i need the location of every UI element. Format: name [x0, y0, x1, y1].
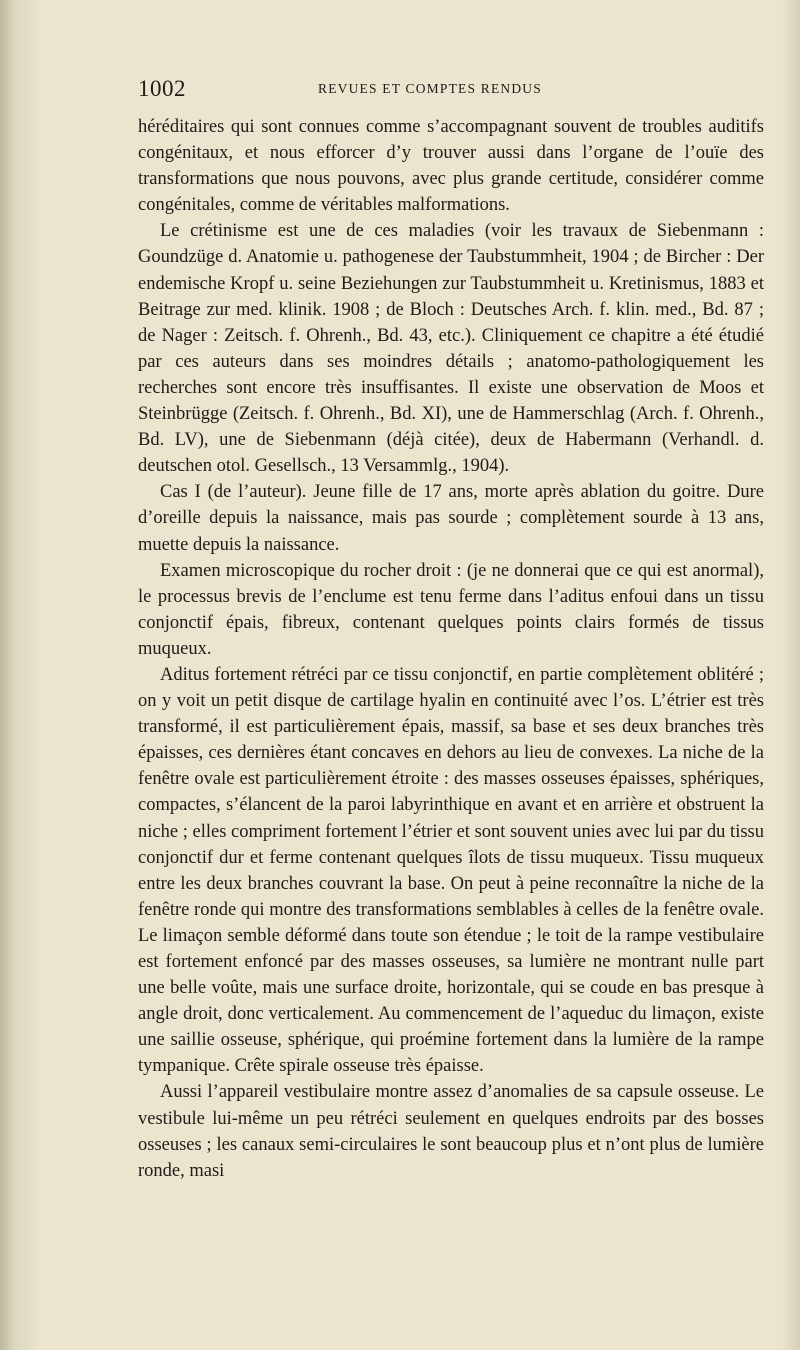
paragraph-aditus: Aditus fortement rétréci par ce tissu conjonctif, en partie complètement oblitéré ; on y voit un petit disque de cartilage hyalin en continuité avec l’os. L’étrier est très transformé, il est particulièrement épais, massif, sa base et ses deux branches très épaisses, ces dernières étant concaves en dehors au lieu de convexes. La niche de la fenêtre ovale est particulièrement étroite : des masses osseuses épaisses, sphériques, compactes, s’élancent de la paroi labyrinthique en avant et en arrière et obstruent la niche ; elles compriment fortement l’étrier et sont souvent unies avec lui par du tissu conjonctif dur et ferme contenant quelques îlots de tissu muqueux. Tissu muqueux entre les deux branches couvrant la base. On peut à peine reconnaître la niche de la fenêtre ronde qui montre des transformations semblables à celles de la fenêtre ovale. Le limaçon semble déformé dans toute son étendue ; le toit de la rampe vestibulaire est fortement enfoncé par des masses osseuses, sa lumière ne montrant nulle part une belle voûte, mais une surface droite, horizontale, qui se coude en bas presque à angle droit, donc verticalement. Au commencement de l’aqueduc du limaçon, existe une saillie osseuse, sphérique, qui proémine fortement dans la lumière de la rampe tympanique. Crête spirale osseuse très épaisse.	[138, 664, 764, 1077]
paragraph-vestibular: Aussi l’appareil vestibulaire montre assez d’anomalies de sa capsule osseuse. Le vestibule lui-même un peu rétréci seulement en quelques endroits par des bosses osseuses ; les canaux semi-circulaires le sont beaucoup plus et n’ont plus de lumière ronde, masi	[138, 1082, 764, 1181]
paragraph-intro-continuation: héréditaires qui sont connues comme s’accompagnant souvent de troubles auditifs congénitaux, et nous efforcer d’y trouver aussi dans l’organe de l’ouïe des transformations que nous pouvons, avec plus grande certitude, considérer comme congénitales, comme de véritables malformations.	[138, 117, 764, 216]
paragraph-case-1: Cas I (de l’auteur). Jeune fille de 17 ans, morte après ablation du goitre. Dure d’oreille depuis la naissance, mais pas sourde ; complètement sourde à 13 ans, muette depuis la naissance.	[138, 482, 764, 555]
paragraph-microscopic-exam: Examen microscopique du rocher droit : (je ne donnerai que ce qui est anormal), le processus brevis de l’enclume est tenu ferme dans l’aditus enfoui dans un tissu conjonctif épais, fibreux, contenant quelques points clairs formés de tissus muqueux.	[138, 560, 764, 659]
page-number: 1002	[138, 76, 186, 101]
paragraph-cretinism: Le crétinisme est une de ces maladies (voir les travaux de Siebenmann : Goundzüge d. Anatomie u. pathogenese der Taubstummheit, 1904 ; de Bircher : Der endemische Kropf u. seine Beziehungen zur Taubstummheit u. Kretinismus, 1883 et Beitrage zur med. klinik. 1908 ; de Bloch : Deutsches Arch. f. klin. med., Bd. 87 ; de Nager : Zeitsch. f. Ohrenh., Bd. 43, etc.). Cliniquement ce chapitre a été étudié par ces auteurs dans ses moindres détails ; anatomo-pathologiquement les recherches sont encore très insuffisantes. Il existe une observation de Moos et Steinbrügge (Zeitsch. f. Ohrenh., Bd. XI), une de Hammerschlag (Arch. f. Ohrenh., Bd. LV), une de Siebenmann (déjà citée), deux de Habermann (Verhandl. d. deutschen otol. Gesellsch., 13 Versammlg., 1904).	[138, 221, 764, 477]
page-header	[138, 76, 764, 102]
running-head: REVUES ET COMPTES RENDUS	[318, 81, 542, 96]
body-text	[138, 114, 764, 1184]
